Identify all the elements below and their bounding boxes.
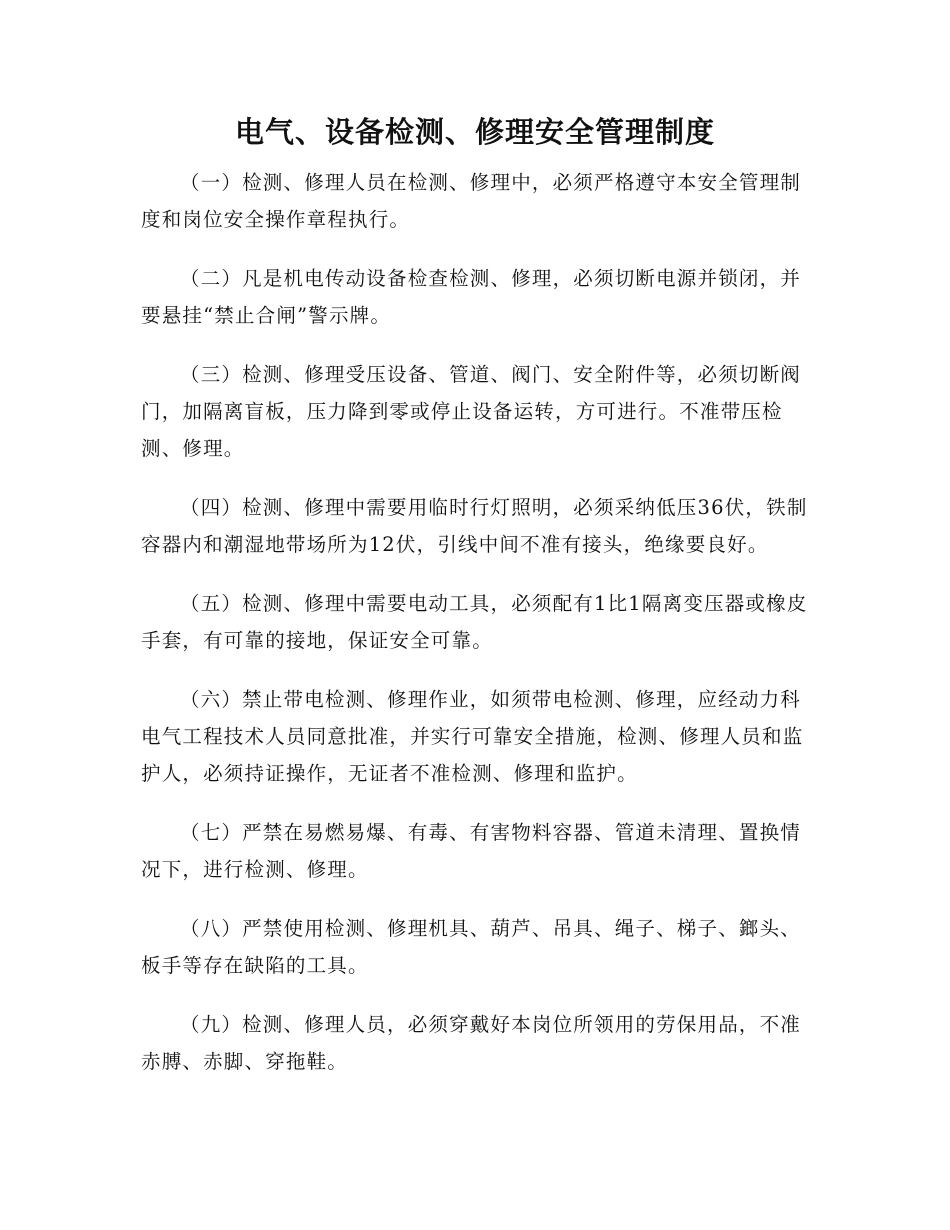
clause-list bbox=[141, 164, 811, 1102]
document-title: 电气、设备检测、修理安全管理制度 bbox=[234, 115, 715, 149]
clause-3: （三）检测、修理受压设备、管道、阀门、安全附件等，必须切断阀门，加隔离盲板，压力降到零或停止设备运转，方可进行。不准带压检测、修理。 bbox=[141, 363, 802, 460]
clause-1: （一）检测、修理人员在检测、修理中，必须严格遵守本安全管理制度和岗位安全操作章程执行。 bbox=[141, 171, 802, 231]
clause-5: （五）检测、修理中需要电动工具，必须配有1比1隔离变压器或橡皮手套，有可靠的接地，保证安全可靠。 bbox=[141, 592, 808, 652]
clause-2: （二）凡是机电传动设备检查检测、修理，必须切断电源并锁闭，并要悬挂“禁止合闸”警示牌。 bbox=[141, 267, 802, 327]
clause-6: （六）禁止带电检测、修理作业，如须带电检测、修理，应经动力科电气工程技术人员同意批准，并实行可靠安全措施，检测、修理人员和监护人，必须持证操作，无证者不准检测、修理和监护。 bbox=[141, 688, 804, 785]
clause-9: （九）检测、修理人员，必须穿戴好本岗位所领用的劳保用品，不准赤膊、赤脚、穿拖鞋。 bbox=[141, 1013, 802, 1073]
clause-8: （八）严禁使用检测、修理机具、葫芦、吊具、绳子、梯子、鎯头、板手等存在缺陷的工具。 bbox=[141, 917, 802, 977]
clause-7: （七）严禁在易燃易爆、有毒、有害物料容器、管道未清理、置换情况下，进行检测、修理。 bbox=[141, 821, 802, 881]
clause-4: （四）检测、修理中需要用临时行灯照明，必须采纳低压36伏，铁制容器内和潮湿地带场所为12伏，引线中间不准有接头，绝缘要良好。 bbox=[141, 496, 808, 556]
